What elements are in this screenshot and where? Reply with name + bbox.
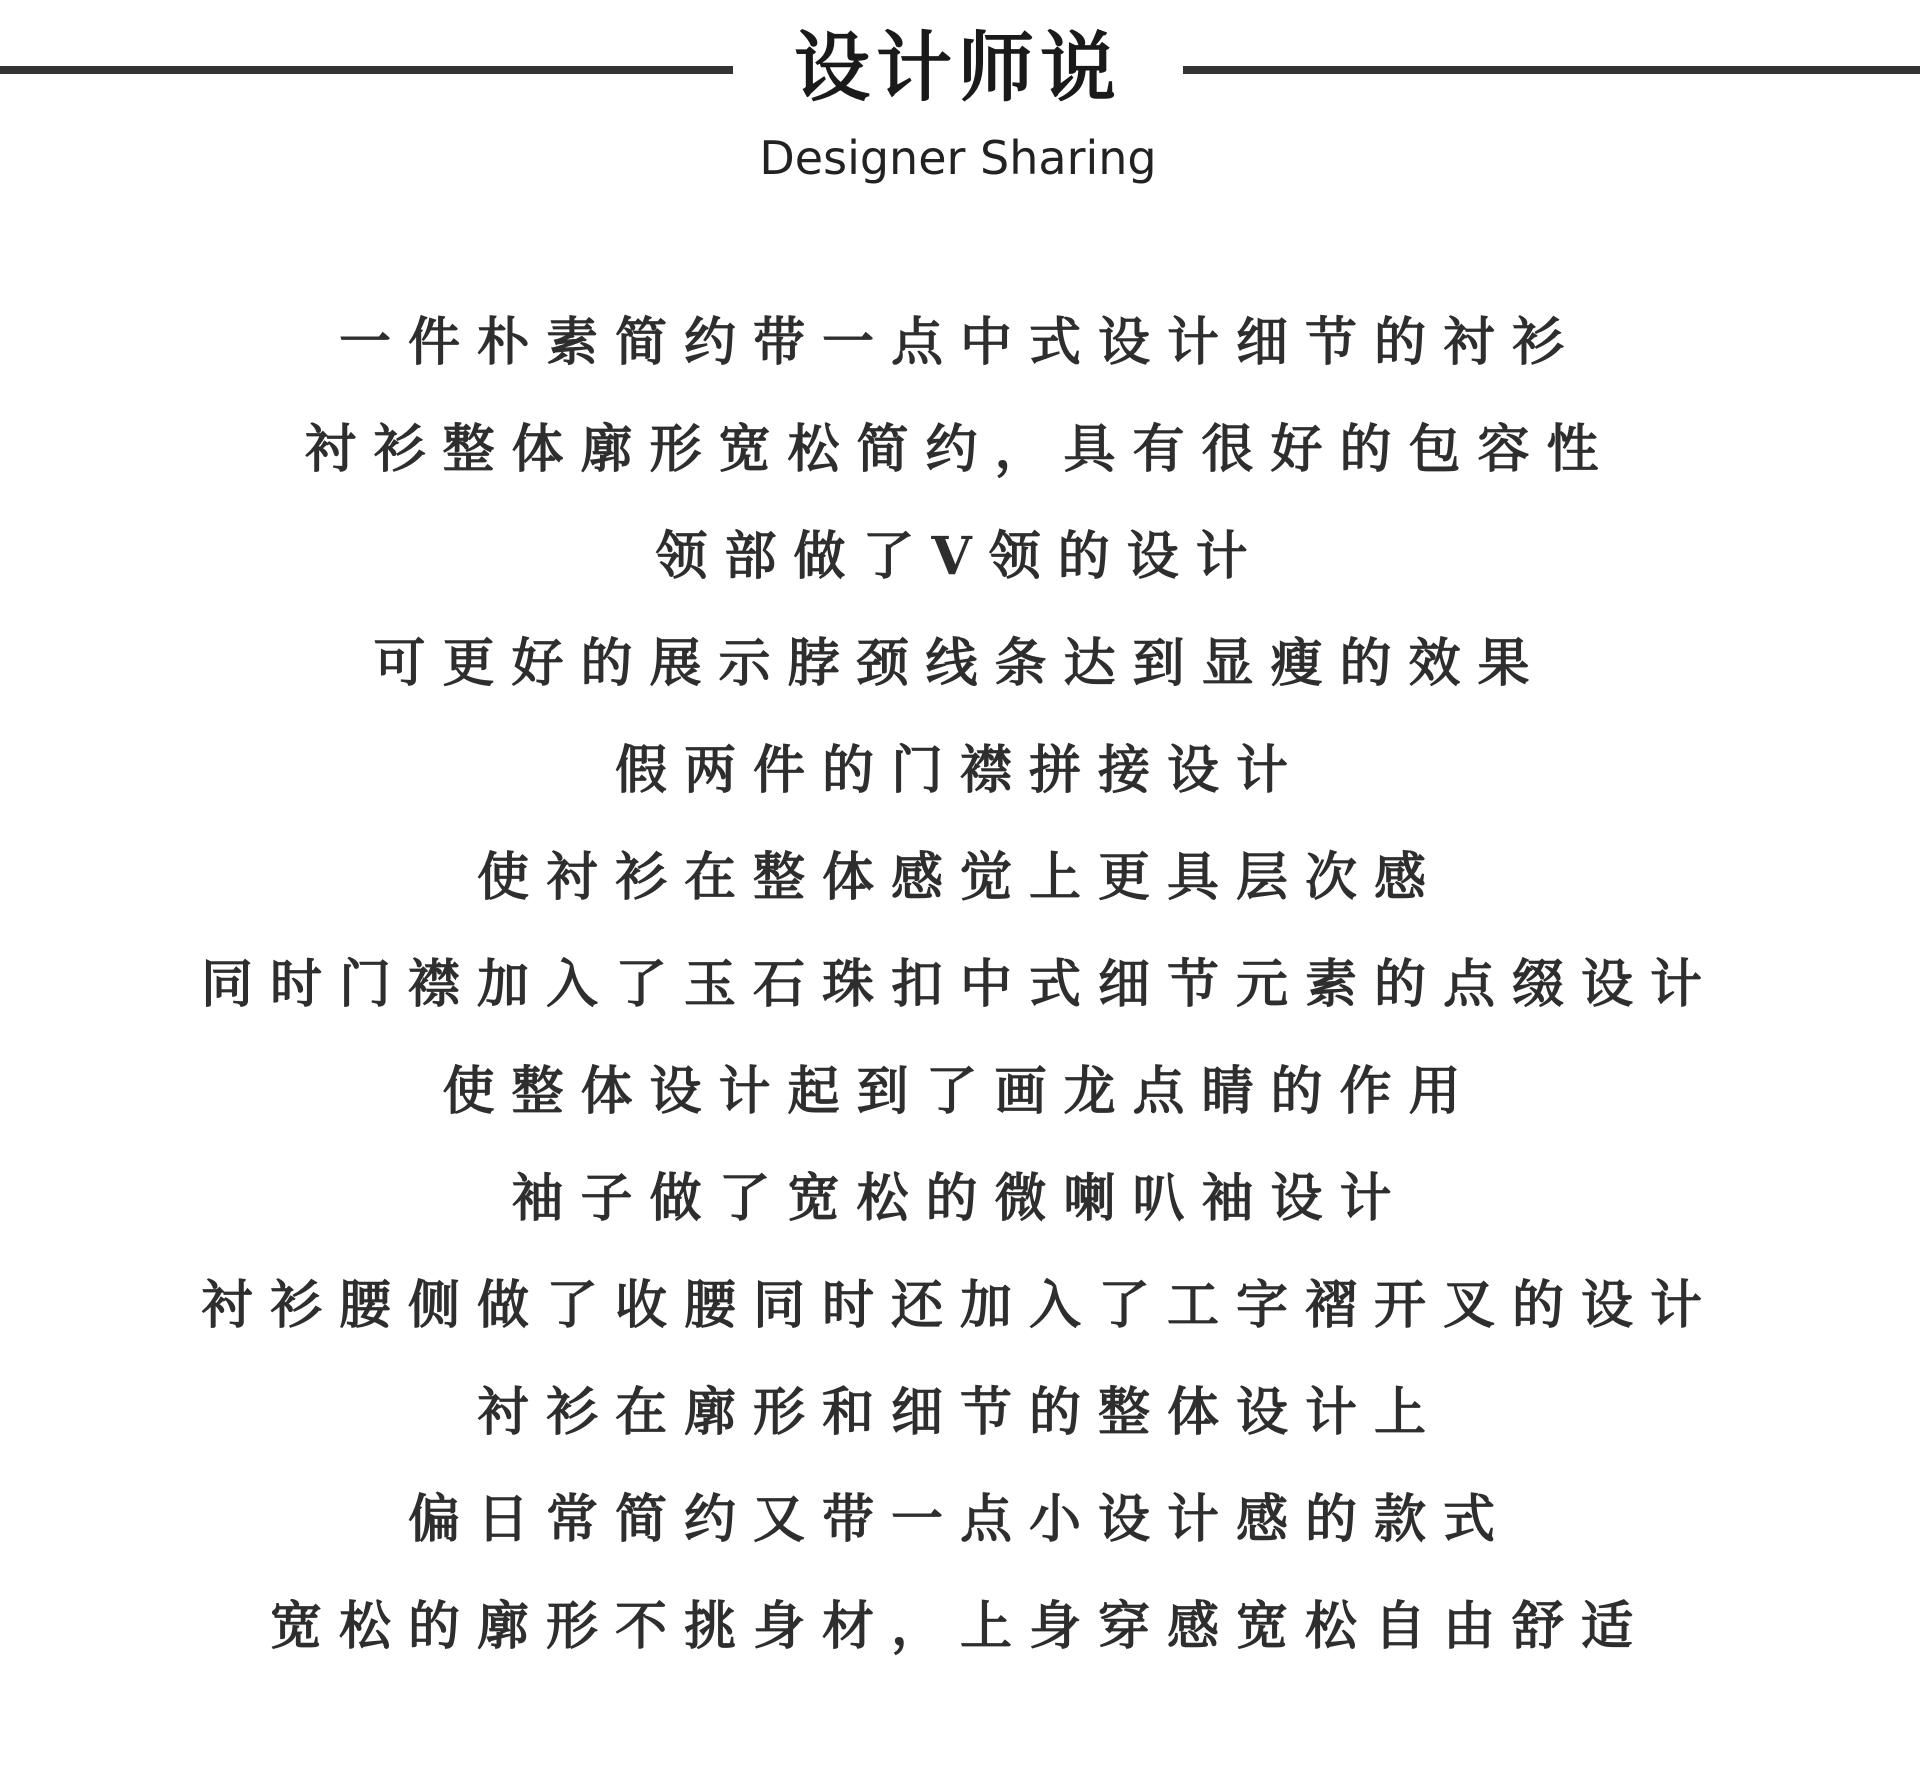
section-header bbox=[0, 0, 1920, 200]
description-line: 衬衫腰侧做了收腰同时还加入了工字褶开叉的设计 bbox=[200, 1275, 1719, 1336]
section-title: 设计师说 bbox=[794, 23, 1122, 112]
designer-description bbox=[0, 289, 1920, 1680]
description-line: 衬衫在廓形和细节的整体设计上 bbox=[476, 1382, 1443, 1443]
description-line: 宽松的廓形不挑身材，上身穿感宽松自由舒适 bbox=[269, 1596, 1650, 1657]
description-line: 一件朴素简约带一点中式设计细节的衬衫 bbox=[338, 312, 1581, 373]
description-line: 可更好的展示脖颈线条达到显瘦的效果 bbox=[373, 633, 1547, 694]
description-line: 同时门襟加入了玉石珠扣中式细节元素的点缀设计 bbox=[200, 954, 1719, 1015]
description-line: 袖子做了宽松的微喇叭袖设计 bbox=[511, 1168, 1409, 1229]
description-line: 偏日常简约又带一点小设计感的款式 bbox=[407, 1489, 1512, 1550]
description-line: 使整体设计起到了画龙点睛的作用 bbox=[442, 1061, 1478, 1122]
description-line: 衬衫整体廓形宽松简约，具有很好的包容性 bbox=[304, 419, 1616, 480]
description-line: 使衬衫在整体感觉上更具层次感 bbox=[476, 847, 1443, 908]
left-divider-line bbox=[0, 66, 733, 74]
description-line: 领部做了V领的设计 bbox=[655, 526, 1265, 587]
description-line: 假两件的门襟拼接设计 bbox=[614, 740, 1305, 801]
right-divider-line bbox=[1183, 66, 1920, 74]
section-subtitle: Designer Sharing bbox=[759, 131, 1157, 185]
